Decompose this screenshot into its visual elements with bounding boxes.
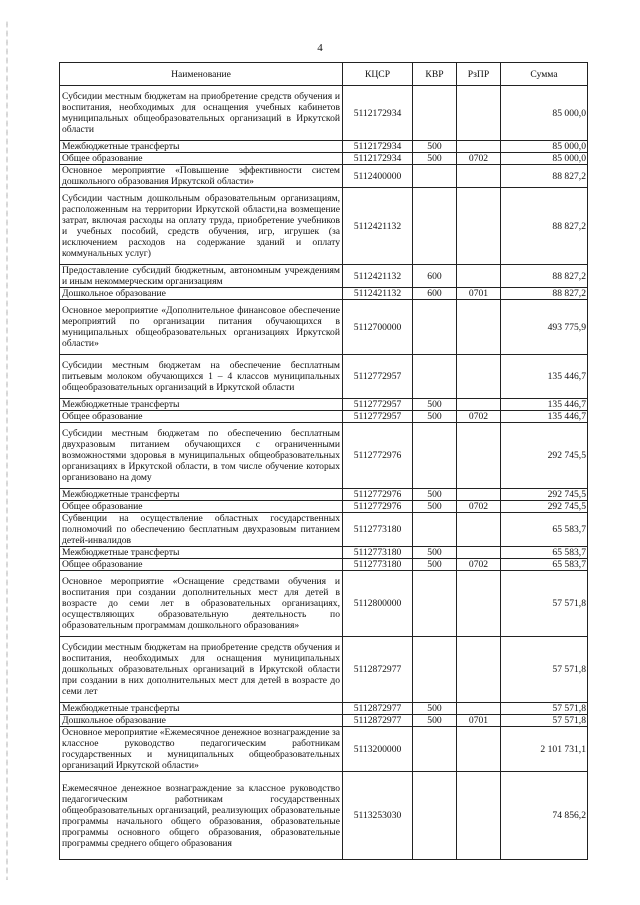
- cell-name: Дошкольное образование: [60, 715, 343, 727]
- table-row: [60, 188, 588, 265]
- table-row: [60, 165, 588, 188]
- cell-sum: 135 446,7: [501, 411, 588, 423]
- cell-name: Основное мероприятие «Повышение эффективности систем дошкольного образования Иркутской области»: [60, 165, 343, 188]
- cell-kvr: [413, 727, 457, 772]
- cell-kvr: 600: [413, 265, 457, 288]
- cell-sum: 292 745,5: [501, 501, 588, 513]
- cell-name: Основное мероприятие «Ежемесячное денежное вознаграждение за классное руководство педагогическим работникам государственных и муниципальных общеобразовательных организаций Иркутской области»: [60, 727, 343, 772]
- cell-sum: 88 827,2: [501, 288, 588, 300]
- cell-kcsr: 5112773180: [343, 513, 413, 547]
- cell-kcsr: 5112772976: [343, 501, 413, 513]
- cell-kvr: 500: [413, 489, 457, 501]
- cell-kvr: [413, 355, 457, 399]
- cell-kvr: 500: [413, 411, 457, 423]
- cell-name: Основное мероприятие «Оснащение средствами обучения и воспитания при создании дополнительных мест для детей в возрасте до семи лет в образовательных организациях, осуществляющих образовательную деятельность по образовательным программам дошкольного образования»: [60, 571, 343, 637]
- cell-name: Субсидии местным бюджетам на приобретение средств обучения и воспитания, необходимых для оснащения учебных кабинетов муниципальных общеобразовательных организаций в Иркутской области: [60, 86, 343, 141]
- cell-kcsr: 5112872977: [343, 703, 413, 715]
- cell-name: Общее образование: [60, 501, 343, 513]
- cell-rzpr: [457, 399, 501, 411]
- cell-kcsr: 5112421132: [343, 188, 413, 265]
- table-row: [60, 265, 588, 288]
- table-row: [60, 411, 588, 423]
- table-row: [60, 715, 588, 727]
- table-row: [60, 637, 588, 703]
- table-header-row: [60, 63, 588, 86]
- table-row: [60, 703, 588, 715]
- cell-rzpr: [457, 355, 501, 399]
- cell-name: Субсидии местным бюджетам на обеспечение бесплатным питьевым молоком обучающихся 1 – 4 классов муниципальных общеобразовательных организаций в Иркутской области: [60, 355, 343, 399]
- table-row: [60, 559, 588, 571]
- table-row: [60, 86, 588, 141]
- table-row: [60, 153, 588, 165]
- cell-sum: 85 000,0: [501, 141, 588, 153]
- cell-rzpr: [457, 300, 501, 355]
- cell-kcsr: 5112773180: [343, 559, 413, 571]
- cell-name: Ежемесячное денежное вознаграждение за классное руководство педагогическим работникам государственных общеобразовательных организаций, реализующих образовательные программы начального общего образования, образовательные программы основного общего образования, образовательные программы среднего общего образования: [60, 772, 343, 860]
- cell-kvr: [413, 165, 457, 188]
- cell-name: Межбюджетные трансферты: [60, 547, 343, 559]
- cell-kcsr: 5112772957: [343, 355, 413, 399]
- cell-kvr: [413, 86, 457, 141]
- cell-name: Предоставление субсидий бюджетным, автономным учреждениям и иным некоммерческим организациям: [60, 265, 343, 288]
- cell-kvr: 500: [413, 703, 457, 715]
- cell-rzpr: 0701: [457, 715, 501, 727]
- cell-rzpr: 0701: [457, 288, 501, 300]
- cell-kcsr: 5112421132: [343, 265, 413, 288]
- cell-sum: 88 827,2: [501, 265, 588, 288]
- cell-sum: 57 571,8: [501, 571, 588, 637]
- cell-kvr: 500: [413, 715, 457, 727]
- cell-name: Субсидии местным бюджетам по обеспечению бесплатным двухразовым питанием обучающихся с ограниченными возможностями здоровья в муниципальных общеобразовательных организациях в Иркутской области, в том числе обучение которых организовано на дому: [60, 423, 343, 489]
- cell-name: Межбюджетные трансферты: [60, 489, 343, 501]
- cell-rzpr: [457, 423, 501, 489]
- header-name: Наименование: [60, 63, 343, 86]
- table-row: [60, 300, 588, 355]
- cell-sum: 493 775,9: [501, 300, 588, 355]
- cell-kcsr: 5112421132: [343, 288, 413, 300]
- cell-sum: 135 446,7: [501, 399, 588, 411]
- cell-rzpr: [457, 547, 501, 559]
- cell-rzpr: [457, 86, 501, 141]
- cell-kvr: 500: [413, 153, 457, 165]
- table-row: [60, 141, 588, 153]
- cell-kvr: [413, 513, 457, 547]
- budget-table: [59, 62, 588, 860]
- cell-kvr: 500: [413, 547, 457, 559]
- cell-rzpr: [457, 772, 501, 860]
- cell-rzpr: [457, 571, 501, 637]
- cell-rzpr: [457, 165, 501, 188]
- cell-rzpr: 0702: [457, 501, 501, 513]
- cell-kcsr: 5113253030: [343, 772, 413, 860]
- cell-name: Субсидии частным дошкольным образовательным организациям, расположенным на территории Иркутской области,на возмещение затрат, включая расходы на оплату труда, приобретение учебников и учебных пособий, средств обучения, игр, игрушек (за исключением расходов на содержание зданий и оплату коммунальных услуг): [60, 188, 343, 265]
- cell-name: Субсидии местным бюджетам на приобретение средств обучения и воспитания, необходимых для оснащения муниципальных дошкольных образовательных организаций в Иркутской области при создании в них дополнительных мест для детей в возрасте до семи лет: [60, 637, 343, 703]
- cell-kvr: 500: [413, 399, 457, 411]
- table-row: [60, 513, 588, 547]
- cell-kvr: 600: [413, 288, 457, 300]
- table-row: [60, 355, 588, 399]
- cell-sum: 57 571,8: [501, 715, 588, 727]
- cell-sum: 74 856,2: [501, 772, 588, 860]
- cell-sum: 88 827,2: [501, 188, 588, 265]
- cell-kcsr: 5112172934: [343, 141, 413, 153]
- table-body: [60, 86, 588, 860]
- cell-sum: 85 000,0: [501, 86, 588, 141]
- cell-kcsr: 5113200000: [343, 727, 413, 772]
- cell-kcsr: 5112872977: [343, 637, 413, 703]
- cell-kcsr: 5112772957: [343, 399, 413, 411]
- cell-rzpr: [457, 188, 501, 265]
- table-row: [60, 772, 588, 860]
- cell-kcsr: 5112772976: [343, 423, 413, 489]
- cell-name: Дошкольное образование: [60, 288, 343, 300]
- cell-sum: 292 745,5: [501, 423, 588, 489]
- cell-name: Основное мероприятие «Дополнительное финансовое обеспечение мероприятий по организации питания обучающихся в муниципальных общеобразовательных организациях Иркутской области»: [60, 300, 343, 355]
- cell-kcsr: 5112400000: [343, 165, 413, 188]
- cell-sum: 65 583,7: [501, 559, 588, 571]
- table-row: [60, 501, 588, 513]
- table-row: [60, 571, 588, 637]
- cell-kcsr: 5112800000: [343, 571, 413, 637]
- cell-sum: 65 583,7: [501, 547, 588, 559]
- cell-sum: 57 571,8: [501, 703, 588, 715]
- table-row: [60, 547, 588, 559]
- cell-name: Межбюджетные трансферты: [60, 141, 343, 153]
- cell-sum: 135 446,7: [501, 355, 588, 399]
- cell-name: Общее образование: [60, 559, 343, 571]
- cell-rzpr: [457, 513, 501, 547]
- cell-kvr: 500: [413, 559, 457, 571]
- table-row: [60, 288, 588, 300]
- header-rzpr: РзПР: [457, 63, 501, 86]
- cell-rzpr: [457, 489, 501, 501]
- cell-name: Общее образование: [60, 411, 343, 423]
- header-kvr: КВР: [413, 63, 457, 86]
- cell-name: Межбюджетные трансферты: [60, 399, 343, 411]
- page-number: 4: [317, 42, 323, 54]
- cell-rzpr: [457, 703, 501, 715]
- header-sum: Сумма: [501, 63, 588, 86]
- table-row: [60, 399, 588, 411]
- cell-sum: 292 745,5: [501, 489, 588, 501]
- cell-kvr: [413, 772, 457, 860]
- cell-kvr: [413, 300, 457, 355]
- cell-rzpr: 0702: [457, 153, 501, 165]
- cell-kvr: [413, 423, 457, 489]
- cell-kcsr: 5112172934: [343, 153, 413, 165]
- cell-kcsr: 5112772976: [343, 489, 413, 501]
- header-kcsr: КЦСР: [343, 63, 413, 86]
- cell-kcsr: 5112172934: [343, 86, 413, 141]
- cell-kvr: [413, 571, 457, 637]
- cell-name: Субвенции на осуществление областных государственных полномочий по обеспечению бесплатным двухразовым питанием детей-инвалидов: [60, 513, 343, 547]
- cell-name: Межбюджетные трансферты: [60, 703, 343, 715]
- cell-sum: 85 000,0: [501, 153, 588, 165]
- cell-sum: 65 583,7: [501, 513, 588, 547]
- cell-sum: 88 827,2: [501, 165, 588, 188]
- cell-rzpr: [457, 265, 501, 288]
- cell-kcsr: 5112872977: [343, 715, 413, 727]
- cell-kvr: 500: [413, 141, 457, 153]
- cell-rzpr: 0702: [457, 411, 501, 423]
- cell-kvr: 500: [413, 501, 457, 513]
- cell-kcsr: 5112773180: [343, 547, 413, 559]
- cell-kvr: [413, 637, 457, 703]
- cell-sum: 2 101 731,1: [501, 727, 588, 772]
- table-row: [60, 489, 588, 501]
- cell-name: Общее образование: [60, 153, 343, 165]
- cell-kcsr: 5112772957: [343, 411, 413, 423]
- cell-kvr: [413, 188, 457, 265]
- cell-rzpr: [457, 637, 501, 703]
- cell-rzpr: [457, 141, 501, 153]
- table-row: [60, 727, 588, 772]
- table-row: [60, 423, 588, 489]
- cell-rzpr: 0702: [457, 559, 501, 571]
- scan-margin-dots: [6, 20, 8, 880]
- cell-kcsr: 5112700000: [343, 300, 413, 355]
- cell-sum: 57 571,8: [501, 637, 588, 703]
- cell-rzpr: [457, 727, 501, 772]
